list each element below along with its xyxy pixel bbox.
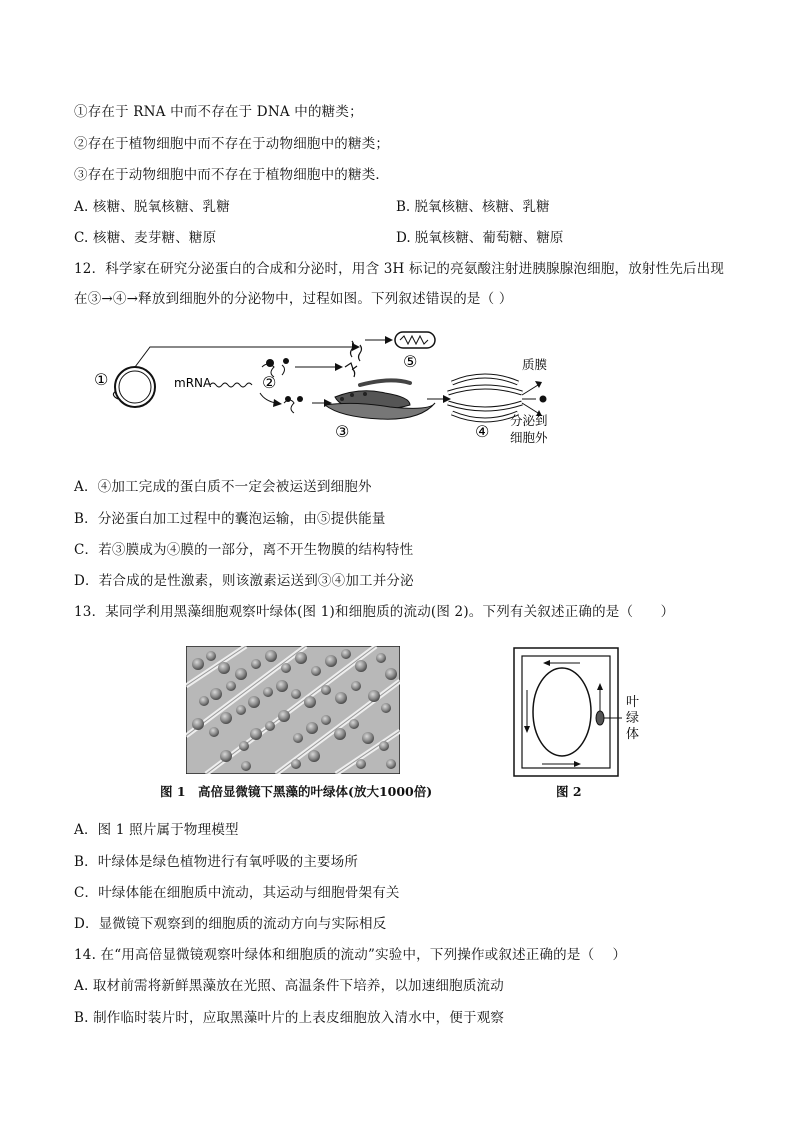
label-1: ① [94, 370, 109, 389]
q11-item-3: ③存在于动物细胞中而不存在于植物细胞中的糖类． [74, 167, 390, 183]
q13-option-b: B．叶绿体是绿色植物进行有氧呼吸的主要场所 [74, 854, 359, 870]
q13-option-c: C．叶绿体能在细胞质中流动，其运动与细胞骨架有关 [74, 885, 400, 901]
ribosome-icon-2 [284, 396, 303, 413]
secrete-label-2: 细胞外 [510, 430, 548, 445]
membrane-label: 质膜 [522, 357, 548, 372]
q13-option-a: A．图 1 照片属于物理模型 [74, 822, 239, 838]
q12-stem-line-1: 12．科学家在研究分泌蛋白的合成和分泌时，用含 3H 标记的亮氨酸注射进胰腺腺泡细胞，放射性先后出现 [74, 261, 725, 277]
rough-er-icon [325, 380, 435, 419]
label-4: ④ [475, 422, 490, 441]
secretory-protein-diagram [90, 325, 570, 450]
chloroplast-label-1: 叶 [626, 695, 640, 710]
figure-1-caption: 图 1 高倍显微镜下黑藻的叶绿体(放大1000倍) [160, 784, 433, 799]
q13-option-d: D．显微镜下观察到的细胞质的流动方向与实际相反 [74, 916, 387, 932]
q11-option-d: D. 脱氧核糖、葡萄糖、糖原 [396, 230, 564, 246]
q11-item-2: ②存在于植物细胞中而不存在于动物细胞中的糖类； [74, 136, 390, 152]
chloroplast-label-3: 体 [626, 727, 640, 742]
chloroplast-icon [596, 711, 604, 725]
label-5: ⑤ [403, 352, 418, 371]
mrna-label: mRNA [174, 376, 212, 390]
label-2: ② [262, 373, 277, 392]
micrograph-image [186, 646, 400, 774]
secrete-label-1: 分泌到 [510, 413, 548, 428]
q14-option-a: A. 取材前需将新鲜黑藻放在光照、高温条件下培养，以加速细胞质流动 [74, 978, 504, 994]
figure-2-caption: 图 2 [556, 784, 582, 799]
q11-option-c: C. 核糖、麦芽糖、糖原 [74, 230, 217, 246]
q12-option-d: D．若合成的是性激素，则该激素运送到③④加工并分泌 [74, 573, 414, 589]
q12-stem-line-2: 在③→④→释放到细胞外的分泌物中，过程如图。下列叙述错误的是（ ） [74, 291, 513, 307]
q14-option-b: B. 制作临时装片时，应取黑藻叶片的上表皮细胞放入清水中，便于观察 [74, 1010, 505, 1026]
chloroplast-label-2: 绿 [626, 711, 640, 726]
mitochondrion-icon [395, 332, 435, 348]
q12-option-b: B．分泌蛋白加工过程中的囊泡运输，由⑤提供能量 [74, 511, 386, 527]
q12-option-c: C．若③膜成为④膜的一部分，离不开生物膜的结构特性 [74, 542, 414, 558]
q11-option-a: A. 核糖、脱氧核糖、乳糖 [74, 199, 230, 215]
q12-option-a: A．④加工完成的蛋白质不一定会被运送到细胞外 [74, 479, 372, 495]
q11-option-b: B. 脱氧核糖、核糖、乳糖 [396, 199, 550, 215]
nucleus-icon [113, 367, 155, 407]
cytoplasm-flow-diagram [512, 646, 652, 780]
label-3: ③ [335, 422, 350, 441]
free-polypeptide-icon [345, 341, 362, 377]
q13-stem: 13．某同学利用黑藻细胞观察叶绿体(图 1)和细胞质的流动(图 2)。下列有关叙述正确的是（ ） [74, 604, 675, 620]
q14-stem: 14. 在“用高倍显微镜观察叶绿体和细胞质的流动”实验中，下列操作或叙述正确的是（ ） [74, 947, 627, 963]
q11-item-1: ①存在于 RNA 中而不存在于 DNA 中的糖类； [74, 104, 363, 120]
